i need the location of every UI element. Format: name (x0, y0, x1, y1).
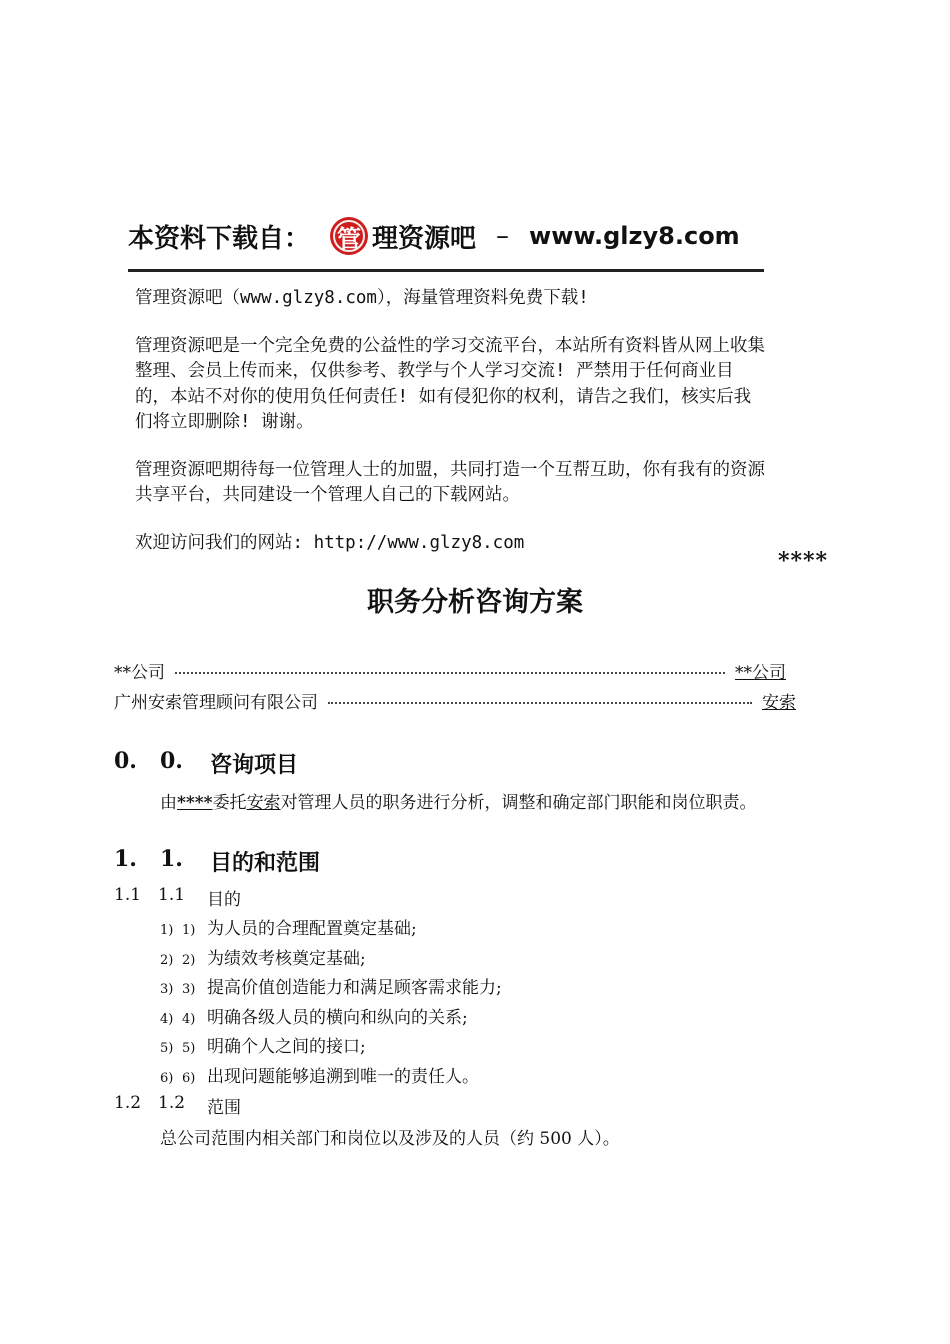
party-left: 广州安索管理顾问有限公司 (114, 693, 318, 713)
purpose-list (160, 914, 502, 1092)
brand-name: 理资源吧 (372, 223, 477, 254)
banner-line: 管理资源吧是一个完全免费的公益性的学习交流平台，本站所有资料皆从网上收集整理、会员上传而来，仅供参考、教学与个人学习交流! 严禁用于任何商业目的，本站不对你的使用负任何责任! 如有侵犯你的权利，请告之我们，核实后我们将立即删除! 谢谢。 (135, 335, 765, 432)
party-row (114, 658, 796, 718)
subsection-heading: 1.1 1.1 目的 (114, 885, 241, 910)
site-url[interactable]: www.glzy8.com (529, 222, 740, 250)
list-item: 6) 6) 出现问题能够追溯到唯一的责任人。 (160, 1066, 479, 1087)
section-heading-text: 目的和范围 (210, 850, 321, 876)
header-dash: – (496, 221, 510, 251)
list-item: 5) 5) 明确个人之间的接口; (160, 1037, 366, 1058)
client-stars: **** (177, 793, 213, 813)
section-heading: 1. 1. 目的和范围 (114, 846, 321, 876)
consultant-link[interactable]: 安索 (246, 793, 281, 813)
dot-leader (328, 701, 752, 704)
section-heading: 0. 0. 咨询项目 (114, 748, 299, 778)
download-label: 本资料下载自： (128, 223, 311, 254)
document-title: 职务分析咨询方案 (367, 587, 583, 618)
corner-stars: **** (778, 548, 829, 574)
section0-paragraph: 由****委托安索对管理人员的职务进行分析，调整和确定部门职能和岗位职责。 (160, 793, 757, 813)
banner-rule (128, 269, 764, 272)
party-left: **公司 (114, 663, 165, 683)
subsection-heading: 1.2 1.2 范围 (114, 1093, 241, 1118)
banner-header (128, 210, 768, 262)
scope-paragraph: 总公司范围内相关部门和岗位以及涉及的人员（约 500 人）。 (160, 1129, 620, 1149)
dot-leader (175, 671, 725, 674)
party-right-link[interactable]: 安索 (762, 693, 796, 713)
banner-body (128, 286, 765, 556)
list-item: 4) 4) 明确各级人员的横向和纵向的关系; (160, 1007, 468, 1028)
party-right-link[interactable]: **公司 (735, 663, 786, 683)
download-banner (128, 210, 768, 578)
list-item: 1) 1) 为人员的合理配置奠定基础; (160, 919, 417, 939)
banner-line: 管理资源吧（www.glzy8.com），海量管理资料免费下载! (135, 288, 589, 308)
banner-line: 管理资源吧期待每一位管理人士的加盟，共同打造一个互帮互助，你有我有的资源共享平台，共同建设一个管理人自己的下载网站。 (135, 459, 765, 505)
party-row (114, 688, 796, 718)
banner-line: 欢迎访问我们的网站: http://www.glzy8.com (135, 532, 525, 553)
logo-badge-icon: 管 (330, 217, 368, 255)
list-item: 3) 3) 提高价值创造能力和满足顾客需求能力; (160, 978, 502, 999)
list-item: 2) 2) 为绩效考核奠定基础; (160, 948, 366, 969)
section-heading-text: 咨询项目 (210, 752, 299, 778)
